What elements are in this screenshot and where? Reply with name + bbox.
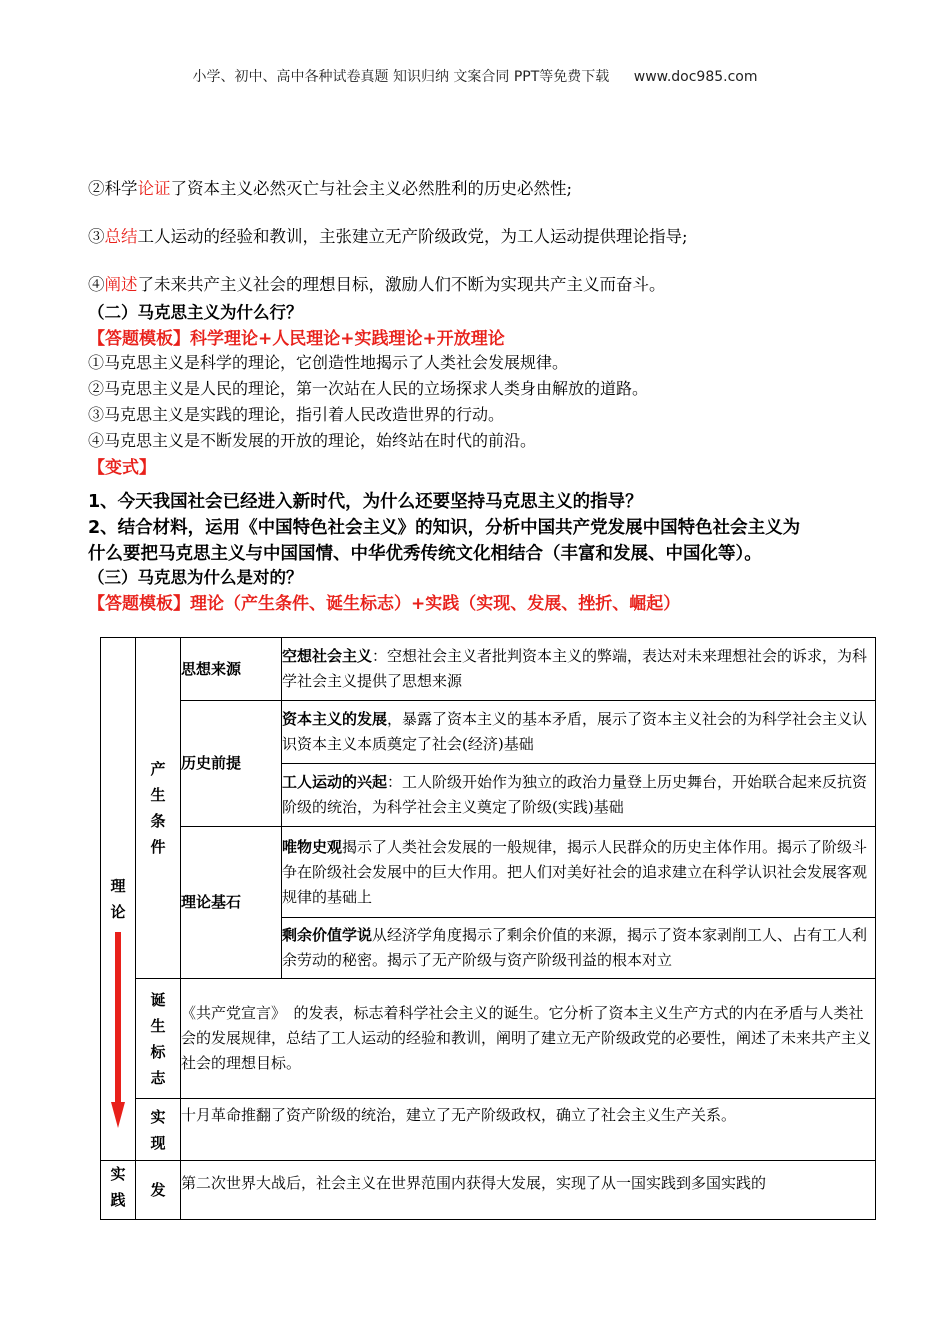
variant-question: 什么要把马克思主义与中国国情、中华优秀传统文化相结合（丰富和发展、中国化等）。	[88, 544, 762, 564]
theory-practice-table	[100, 637, 876, 1220]
practice-cell: 实践	[101, 1161, 136, 1220]
keyword: 阐述	[104, 275, 138, 294]
birth-text-cell: 《共产党宣言》 的发表，标志着科学社会主义的诞生。它分析了资本主义生产方式的内在矛盾与人类社会的发展规律，总结了工人运动的经验和教训，阐明了建立无产阶级政党的必要性，阐述了未来共产主义社会的理想目标。	[181, 979, 876, 1099]
surplus-cell: 剩余价值学说从经济学角度揭示了剩余价值的来源，揭示了资本家剥削工人、占有工人利余劳动的秘密。揭示了无产阶级与资产阶级刊益的根本对立	[282, 918, 876, 979]
develop-cell: 发	[136, 1161, 181, 1220]
significance-item-2: ②科学论证了资本主义必然灭亡与社会主义必然胜利的历史必然性;	[88, 179, 573, 198]
conditions-cell: 产生条件	[136, 638, 181, 979]
realize-cell: 实现	[136, 1099, 181, 1161]
section3-title: （三）马克思为什么是对的？	[88, 568, 303, 587]
significance-item-4: ④阐述了未来共产主义社会的理想目标，激励人们不断为实现共产主义而奋斗。	[88, 275, 666, 294]
realize-text-cell: 十月革命推翻了资产阶级的统治，建立了无产阶级政权，确立了社会主义生产关系。	[181, 1099, 876, 1161]
variant-label: 【变式】	[88, 458, 156, 478]
section2-item: ④马克思主义是不断发展的开放的理论，始终站在时代的前沿。	[88, 431, 537, 450]
develop-text-cell: 第二次世界大战后，社会主义在世界范围内获得大发展，实现了从一国实践到多国实践的	[181, 1161, 876, 1220]
section2-item: ②马克思主义是人民的理论，第一次站在人民的立场探求人类身由解放的道路。	[88, 379, 649, 398]
theory-foundation-label: 理论基石	[181, 827, 282, 979]
keyword: 总结	[104, 227, 138, 246]
utopian-cell: 空想社会主义：空想社会主义者批判资本主义的弊端，表达对未来理想社会的诉求，为科学社会主义提供了思想来源	[282, 638, 876, 701]
down-arrow-icon	[111, 932, 125, 1132]
page-header	[0, 66, 950, 86]
arrow-shaft	[115, 932, 121, 1107]
section2-item: ①马克思主义是科学的理论，它创造性地揭示了人类社会发展规律。	[88, 353, 569, 372]
birth-cell: 诞生标志	[136, 979, 181, 1099]
thought-source-label: 思想来源	[181, 638, 282, 701]
variant-question: 1、今天我国社会已经进入新时代，为什么还要坚持马克思主义的指导？	[88, 492, 643, 512]
header-text: 小学、初中、高中各种试卷真题 知识归纳 文案合同 PPT等免费下载	[192, 69, 610, 85]
section2-title: （二）马克思主义为什么行？	[88, 303, 303, 322]
arrow-head	[111, 1102, 125, 1128]
materialism-cell: 唯物史观揭示了人类社会发展的一般规律，揭示人民群众的历史主体作用。揭示了阶级斗争在阶级社会发展中的巨大作用。把人们对美好社会的追求建立在科学认识社会发展客观规律的基础上	[282, 827, 876, 918]
historical-premise-label: 历史前提	[181, 701, 282, 827]
header-site: www.doc985.com	[633, 69, 758, 85]
section2-item: ③马克思主义是实践的理论，指引着人民改造世界的行动。	[88, 405, 505, 424]
section2-template: 【答题模板】科学理论+人民理论+实践理论+开放理论	[88, 329, 505, 349]
section3-template: 【答题模板】理论（产生条件、诞生标志）+实践（实现、发展、挫折、崛起）	[88, 594, 681, 614]
theory-cell: 理论	[101, 638, 136, 1161]
capitalism-cell: 资本主义的发展，暴露了资本主义的基本矛盾，展示了资本主义社会的为科学社会主义认识资本主义本质奠定了社会(经济)基础	[282, 701, 876, 764]
labor-cell: 工人运动的兴起：工人阶级开始作为独立的政治力量登上历史舞台，开始联合起来反抗资阶级的统治，为科学社会主义奠定了阶级(实践)基础	[282, 764, 876, 827]
significance-item-3: ③总结工人运动的经验和教训，主张建立无产阶级政党，为工人运动提供理论指导;	[88, 227, 688, 246]
variant-question: 2、结合材料，运用《中国特色社会主义》的知识，分析中国共产党发展中国特色社会主义为	[88, 518, 801, 538]
keyword: 论证	[137, 179, 171, 198]
